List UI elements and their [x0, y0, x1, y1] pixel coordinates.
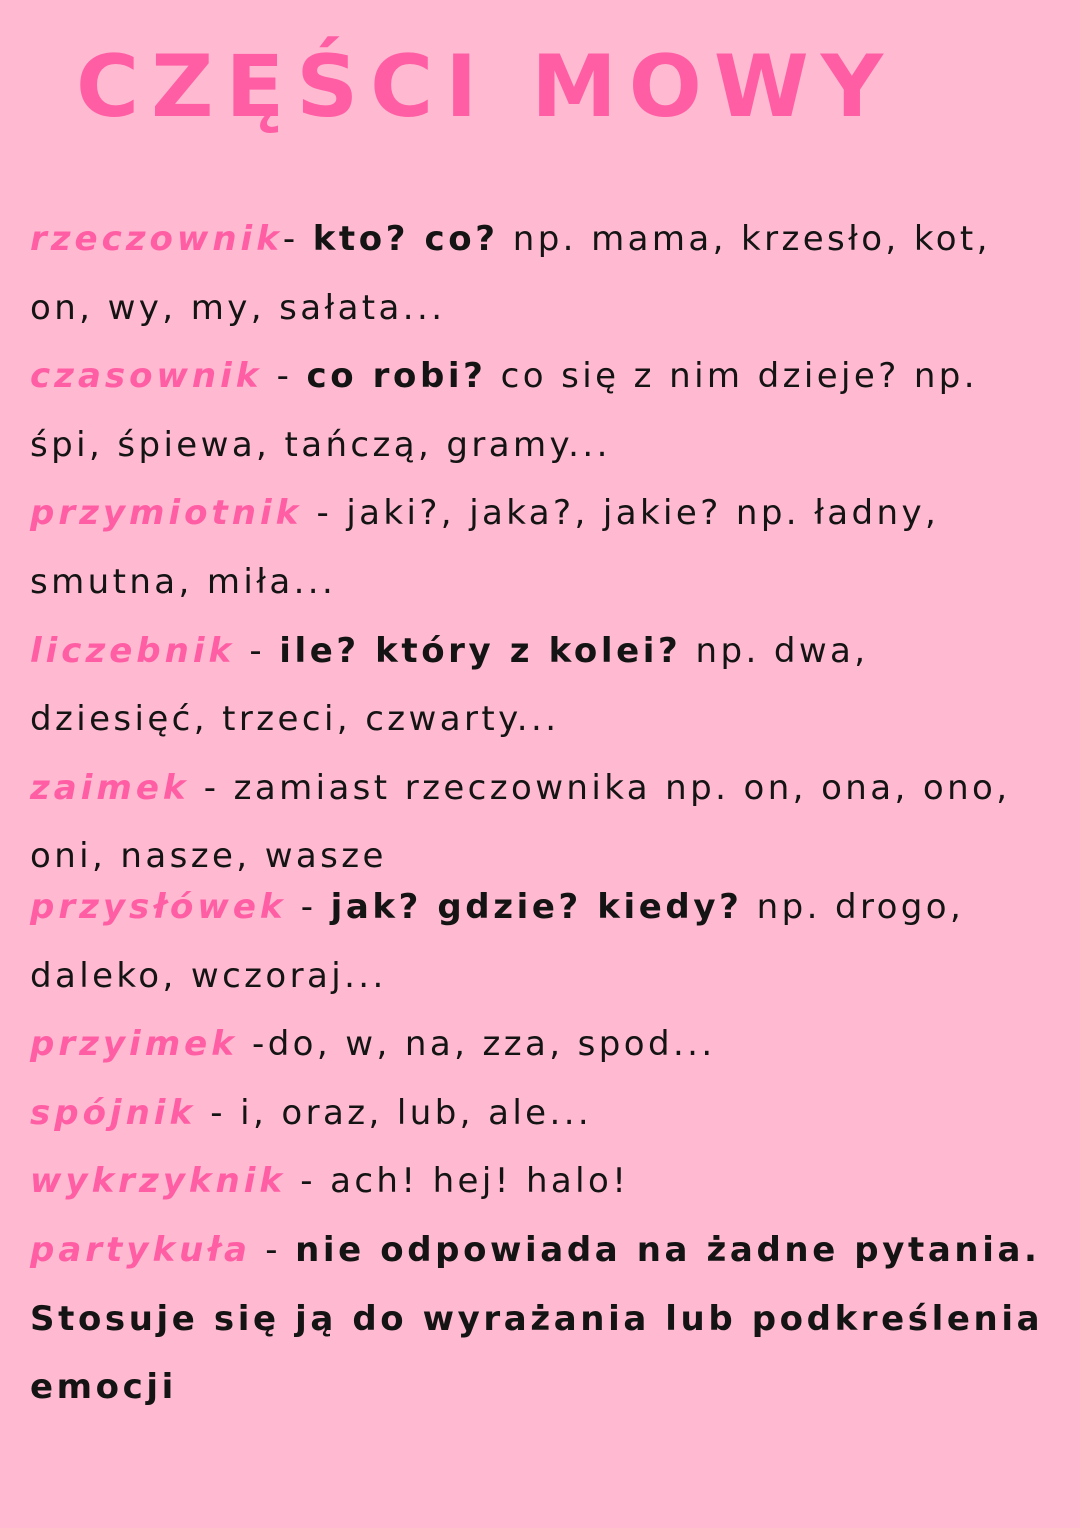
entry-rzeczownik: [30, 205, 1050, 342]
separator: -: [237, 1024, 268, 1065]
separator: -: [189, 767, 234, 808]
description: ach! hej! halo!: [330, 1161, 630, 1202]
term: liczebnik: [30, 630, 236, 671]
question: jak? gdzie? kiedy?: [330, 886, 743, 927]
question: kto? co?: [312, 219, 499, 259]
separator: -: [302, 493, 347, 534]
question: ile? który z kolei?: [279, 630, 682, 671]
separator: -: [250, 1229, 296, 1270]
term: zaimek: [30, 767, 190, 808]
entry-spojnik: [30, 1079, 1050, 1148]
separator: -: [286, 1161, 331, 1202]
page-title: CZĘŚCI MOWY: [76, 37, 896, 137]
separator: -: [286, 886, 331, 927]
description: zamiast rzeczownika np. on, ona, ono, oni, nasze, wasze: [30, 767, 1011, 877]
entry-przyimek: [30, 1010, 1050, 1079]
entry-przymiotnik: [30, 479, 1050, 616]
separator: -: [262, 356, 307, 397]
entry-czasownik: [30, 342, 1050, 479]
description: np. dwa, dziesięć, trzeci, czwarty...: [30, 630, 869, 740]
description: jaki?, jaka?, jakie? np. ładny, smutna, miła...: [30, 493, 940, 602]
entry-przyslowek: [30, 873, 1050, 1010]
separator: -: [235, 630, 280, 671]
description: np. mama, krzesło, kot, on, wy, my, sałata...: [30, 219, 991, 328]
term: przymiotnik: [30, 493, 303, 534]
entry-zaimek: [30, 754, 1050, 891]
description: do, w, na, zza, spod...: [267, 1024, 716, 1065]
description: co się z nim dzieje? np. śpi, śpiewa, tańczą, gramy...: [30, 356, 978, 465]
description: i, oraz, lub, ale...: [240, 1092, 593, 1133]
entry-partykula: [30, 1216, 1050, 1422]
term: przyimek: [30, 1024, 238, 1065]
question: nie odpowiada na żadne pytania. Stosuje się ją do wyrażania lub podkreślenia emocji: [30, 1229, 1044, 1408]
question: co robi?: [306, 356, 487, 397]
term: rzeczownik: [30, 219, 283, 259]
term: wykrzyknik: [30, 1161, 286, 1202]
term: spójnik: [30, 1092, 197, 1133]
description: np. drogo, daleko, wczoraj...: [30, 886, 965, 996]
separator: -: [282, 219, 313, 259]
entry-wykrzyknik: [30, 1147, 1050, 1216]
parts-of-speech-list: [30, 205, 1050, 1422]
entry-liczebnik: [30, 617, 1050, 754]
term: czasownik: [30, 356, 263, 397]
term: przysłówek: [30, 886, 287, 927]
term: partykuła: [30, 1229, 251, 1270]
separator: -: [196, 1092, 241, 1133]
